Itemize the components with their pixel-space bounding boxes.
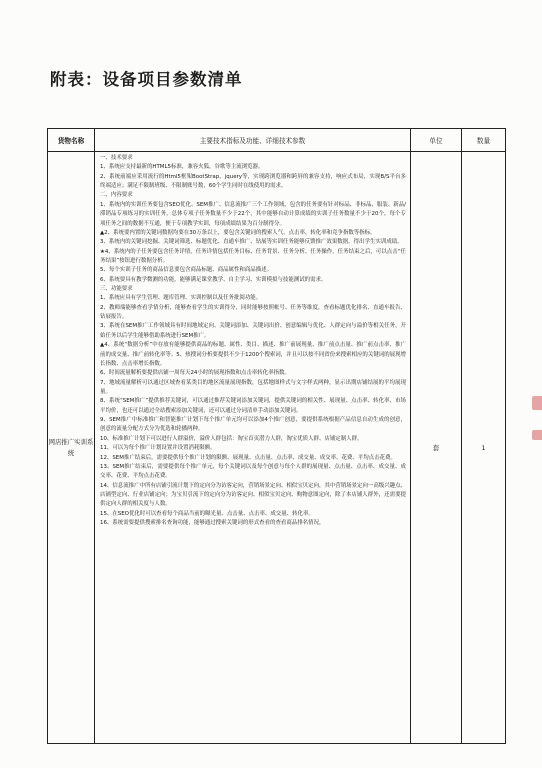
equipment-parameter-table bbox=[47, 128, 506, 744]
parameter-line: 3、系统在SEM推广工作领域具有时间地域定向、关键词添加、关键词出价、创意编辑与优化、人群定向与溢价等相关任务，开始任务以后学生能够借助系统进行SEM推广。 bbox=[100, 323, 406, 339]
parameter-line: 11、可以为每个推广计划设置并设置消耗限额。 bbox=[100, 445, 216, 452]
unit-cell: 套 bbox=[411, 152, 462, 744]
red-stamp-edge-mark bbox=[532, 396, 542, 410]
parameter-line: 12、SEM推广结束后，需要提供每个推广计划的限额、展现量、点击量、点击率、成交量、成交率、花费、平均点击花费。 bbox=[100, 454, 396, 461]
red-stamp-edge-mark bbox=[532, 430, 542, 440]
parameter-line: 5、每个实训子任务的商品信息要包含商品标题、商品属性和商品描述。 bbox=[100, 267, 273, 274]
parameter-line: 9、SEM推广中标准推广和智能推广计划下每个推广单元均可以添加4个推广创意，要提供系统根据产品信息自动生成的创意，创意的流量分配方式分为优选和轮播两种。 bbox=[100, 417, 406, 433]
parameter-line: 1、系统应具有学生管理、题库管理、实训控制以及任务批阅功能。 bbox=[100, 295, 262, 302]
parameter-line: ▲4、系统“数据分析”中存放有能够提供商品的标题、属性、类目、描述、推广前展现量、推广前点击量、推广前点击率、推广前的成交量、推广前转化率等。5、热搜词分析要提供不少于1200个搜索词，并且可以按不同省份来搜索相应的关键词的展现增长指数、点击率增长指数。 bbox=[100, 342, 406, 367]
header-technical-parameters: 主要技术指标及功能、详细技术参数 bbox=[95, 129, 411, 152]
parameter-line: 7、地域流量解析可以通过区域查看某类目的地区流量展现指数，包括地图样式与文字样式两种，显示出期店铺结展的平均展现量。 bbox=[100, 379, 406, 395]
parameter-line: 1、系统内的实训任务要包含SEO优化、SEM推广、信息流推广三个工作领域，包含的任务要有针对标品、非标品、服装、新品/滞销品专项练习的实训任务，总体专项子任务数量不少于22个，其中能够自动计算成绩的实训子任务数量不少于20个，每个专项任务之间的数据不互通，便于专项教学实训，每项成绩结果为百分制得分。 bbox=[100, 201, 406, 227]
table-header-row bbox=[48, 129, 506, 152]
parameter-line: 8、系统“SEM推广”提供推荐关键词，可以通过推荐关键词添加关键词，提供关键词的相关性、展现量、点击率、转化率、市场平均价，也还可以通过全站搜索添加关键词，还可以通过分词清单手动添加关键词。 bbox=[100, 398, 406, 414]
parameter-line: 2、系统前端应采用流行的Html5框架BootStrap，jquery等，实现跨浏览器和跨屏的兼容支持，响应式布局，实现B/S平台多终端适应；满足不限制班级、不限制账号数，60个学生同时在线使用的需求。 bbox=[100, 173, 406, 190]
table-row bbox=[48, 152, 506, 744]
parameter-line: 6、系统要具有教学微测的功能，能够满足课堂教学、自主学习、实训模拟与技能测试的需求。 bbox=[100, 276, 327, 283]
parameter-line: 二、内容要求 bbox=[100, 192, 133, 199]
parameter-line: 10、标准推广计划下可以进行人群溢价，溢价人群包括：淘宝首页潜力人群，淘宝优质人群、店铺定制人群。 bbox=[100, 435, 363, 442]
parameter-line: 2、教师端能够查看学情分析，能够查看学生的实训得分，同时能够按照帐号、任务等维度，查看标题优化排名、直通车报告、钻展报告。 bbox=[100, 304, 406, 321]
goods-name-cell: 网店推广实训系统 bbox=[48, 152, 95, 744]
parameter-line: 三、功能要求 bbox=[100, 286, 133, 293]
header-quantity: 数量 bbox=[462, 129, 506, 152]
parameter-line: 3、系统内的关键词挖掘、关键词筛选、标题优化、直通车推广、钻展等实训任务能够反馈推广效果数据，得出学生实训成绩。 bbox=[100, 239, 403, 246]
header-unit: 单位 bbox=[411, 129, 462, 152]
parameter-line: 13、SEM推广结束后，需要提供每个推广单元，每个关键词以及每个创意与每个人群的展现量、点击量、点击率、成交量、成交率、花费、平均点击花费。 bbox=[100, 463, 406, 480]
parameter-line: 16、系统需要提供搜索排名查询功能，能够通过搜索关键词的形式查看的查看商品排名情况， bbox=[100, 520, 325, 527]
parameter-line: 1、系统应支持最新的HTML5标准，兼容火狐，谷歌等主流浏览器。 bbox=[100, 164, 264, 171]
page-title: 附表：设备项目参数清单 bbox=[50, 70, 243, 89]
quantity-cell: 1 bbox=[462, 152, 506, 744]
parameter-line: 14、信息流推广中所有店铺引流计划下的定向分为访客定向，营销场景定向、相似宝贝定向，其中营销场景定向一高级兴趣点、店铺型定向、行业店铺定向；为宝贝引流下的定向分为访客定向、相似宝贝定向、购物意图定向，除了本店铺人群外，还需要提供定向人群的相关度与人数。 bbox=[100, 482, 406, 508]
parameter-line: 6、时间流量解析要提供店铺一周每天24小时的展现指数和点击率转化率指数。 bbox=[100, 370, 290, 377]
parameter-line: 15、在SEO优化时可以查看每个商品当前的曝光量、点击量、点击率、成交量、转化率。 bbox=[100, 510, 314, 517]
header-goods-name: 货物名称 bbox=[48, 129, 95, 152]
parameter-line: ▲2、系统要内置的关键词数据均要在30万条以上，要包含关键词的搜索人气、点击率、转化率和竞争指数等指标。 bbox=[100, 229, 376, 236]
parameter-line: 一、技术要求 bbox=[100, 155, 133, 161]
technical-parameters-cell bbox=[95, 152, 411, 744]
parameter-line: ★4、系统内的子任务要包含任务详情，任务详情包括任务目标、任务背景、任务分析、任务操作，任务结束之后，可以点击“任务结果”按钮进行数据分析。 bbox=[100, 248, 406, 264]
